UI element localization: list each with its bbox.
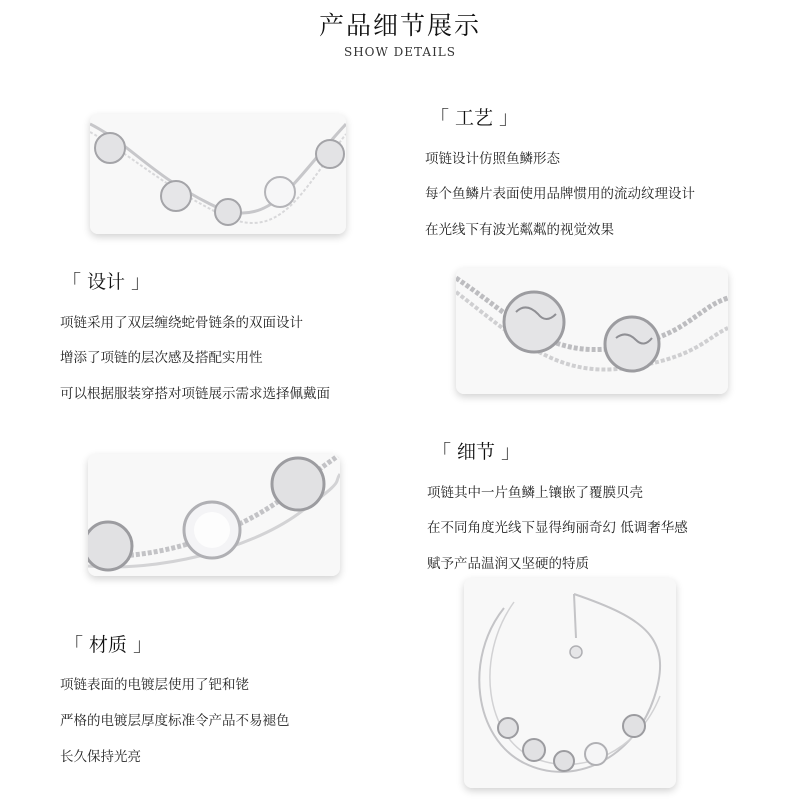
section-line: 项链其中一片鱼鳞上镶嵌了覆膜贝壳 [427, 485, 643, 501]
section-line: 长久保持光亮 [60, 749, 141, 765]
page-subtitle: SHOW DETAILS [344, 45, 456, 59]
section-heading-craft: 「 工艺 」 [430, 107, 519, 129]
necklace-photo-2 [456, 268, 728, 394]
section-line: 项链设计仿照鱼鳞形态 [425, 151, 560, 167]
section-line: 严格的电镀层厚度标准令产品不易褪色 [60, 713, 290, 729]
section-line: 项链表面的电镀层使用了钯和铑 [60, 677, 249, 693]
necklace-photo-4 [464, 578, 676, 788]
section-line: 赋予产品温润又坚硬的特质 [427, 556, 589, 572]
section-line: 在不同角度光线下显得绚丽奇幻 低调奢华感 [427, 520, 688, 536]
section-line: 项链采用了双层缠绕蛇骨链条的双面设计 [60, 315, 303, 331]
section-heading-design: 「 设计 」 [62, 271, 151, 293]
necklace-photo-3 [88, 454, 340, 576]
section-line: 在光线下有波光粼粼的视觉效果 [425, 222, 614, 238]
necklace-photo-1 [90, 114, 346, 234]
section-line: 增添了项链的层次感及搭配实用性 [60, 350, 263, 366]
page-title: 产品细节展示 [318, 11, 481, 40]
section-line: 每个鱼鳞片表面使用品牌惯用的流动纹理设计 [425, 186, 695, 202]
section-heading-material: 「 材质 」 [64, 634, 153, 656]
section-line: 可以根据服装穿搭对项链展示需求选择佩戴面 [60, 386, 330, 402]
section-heading-detail: 「 细节 」 [432, 441, 521, 463]
